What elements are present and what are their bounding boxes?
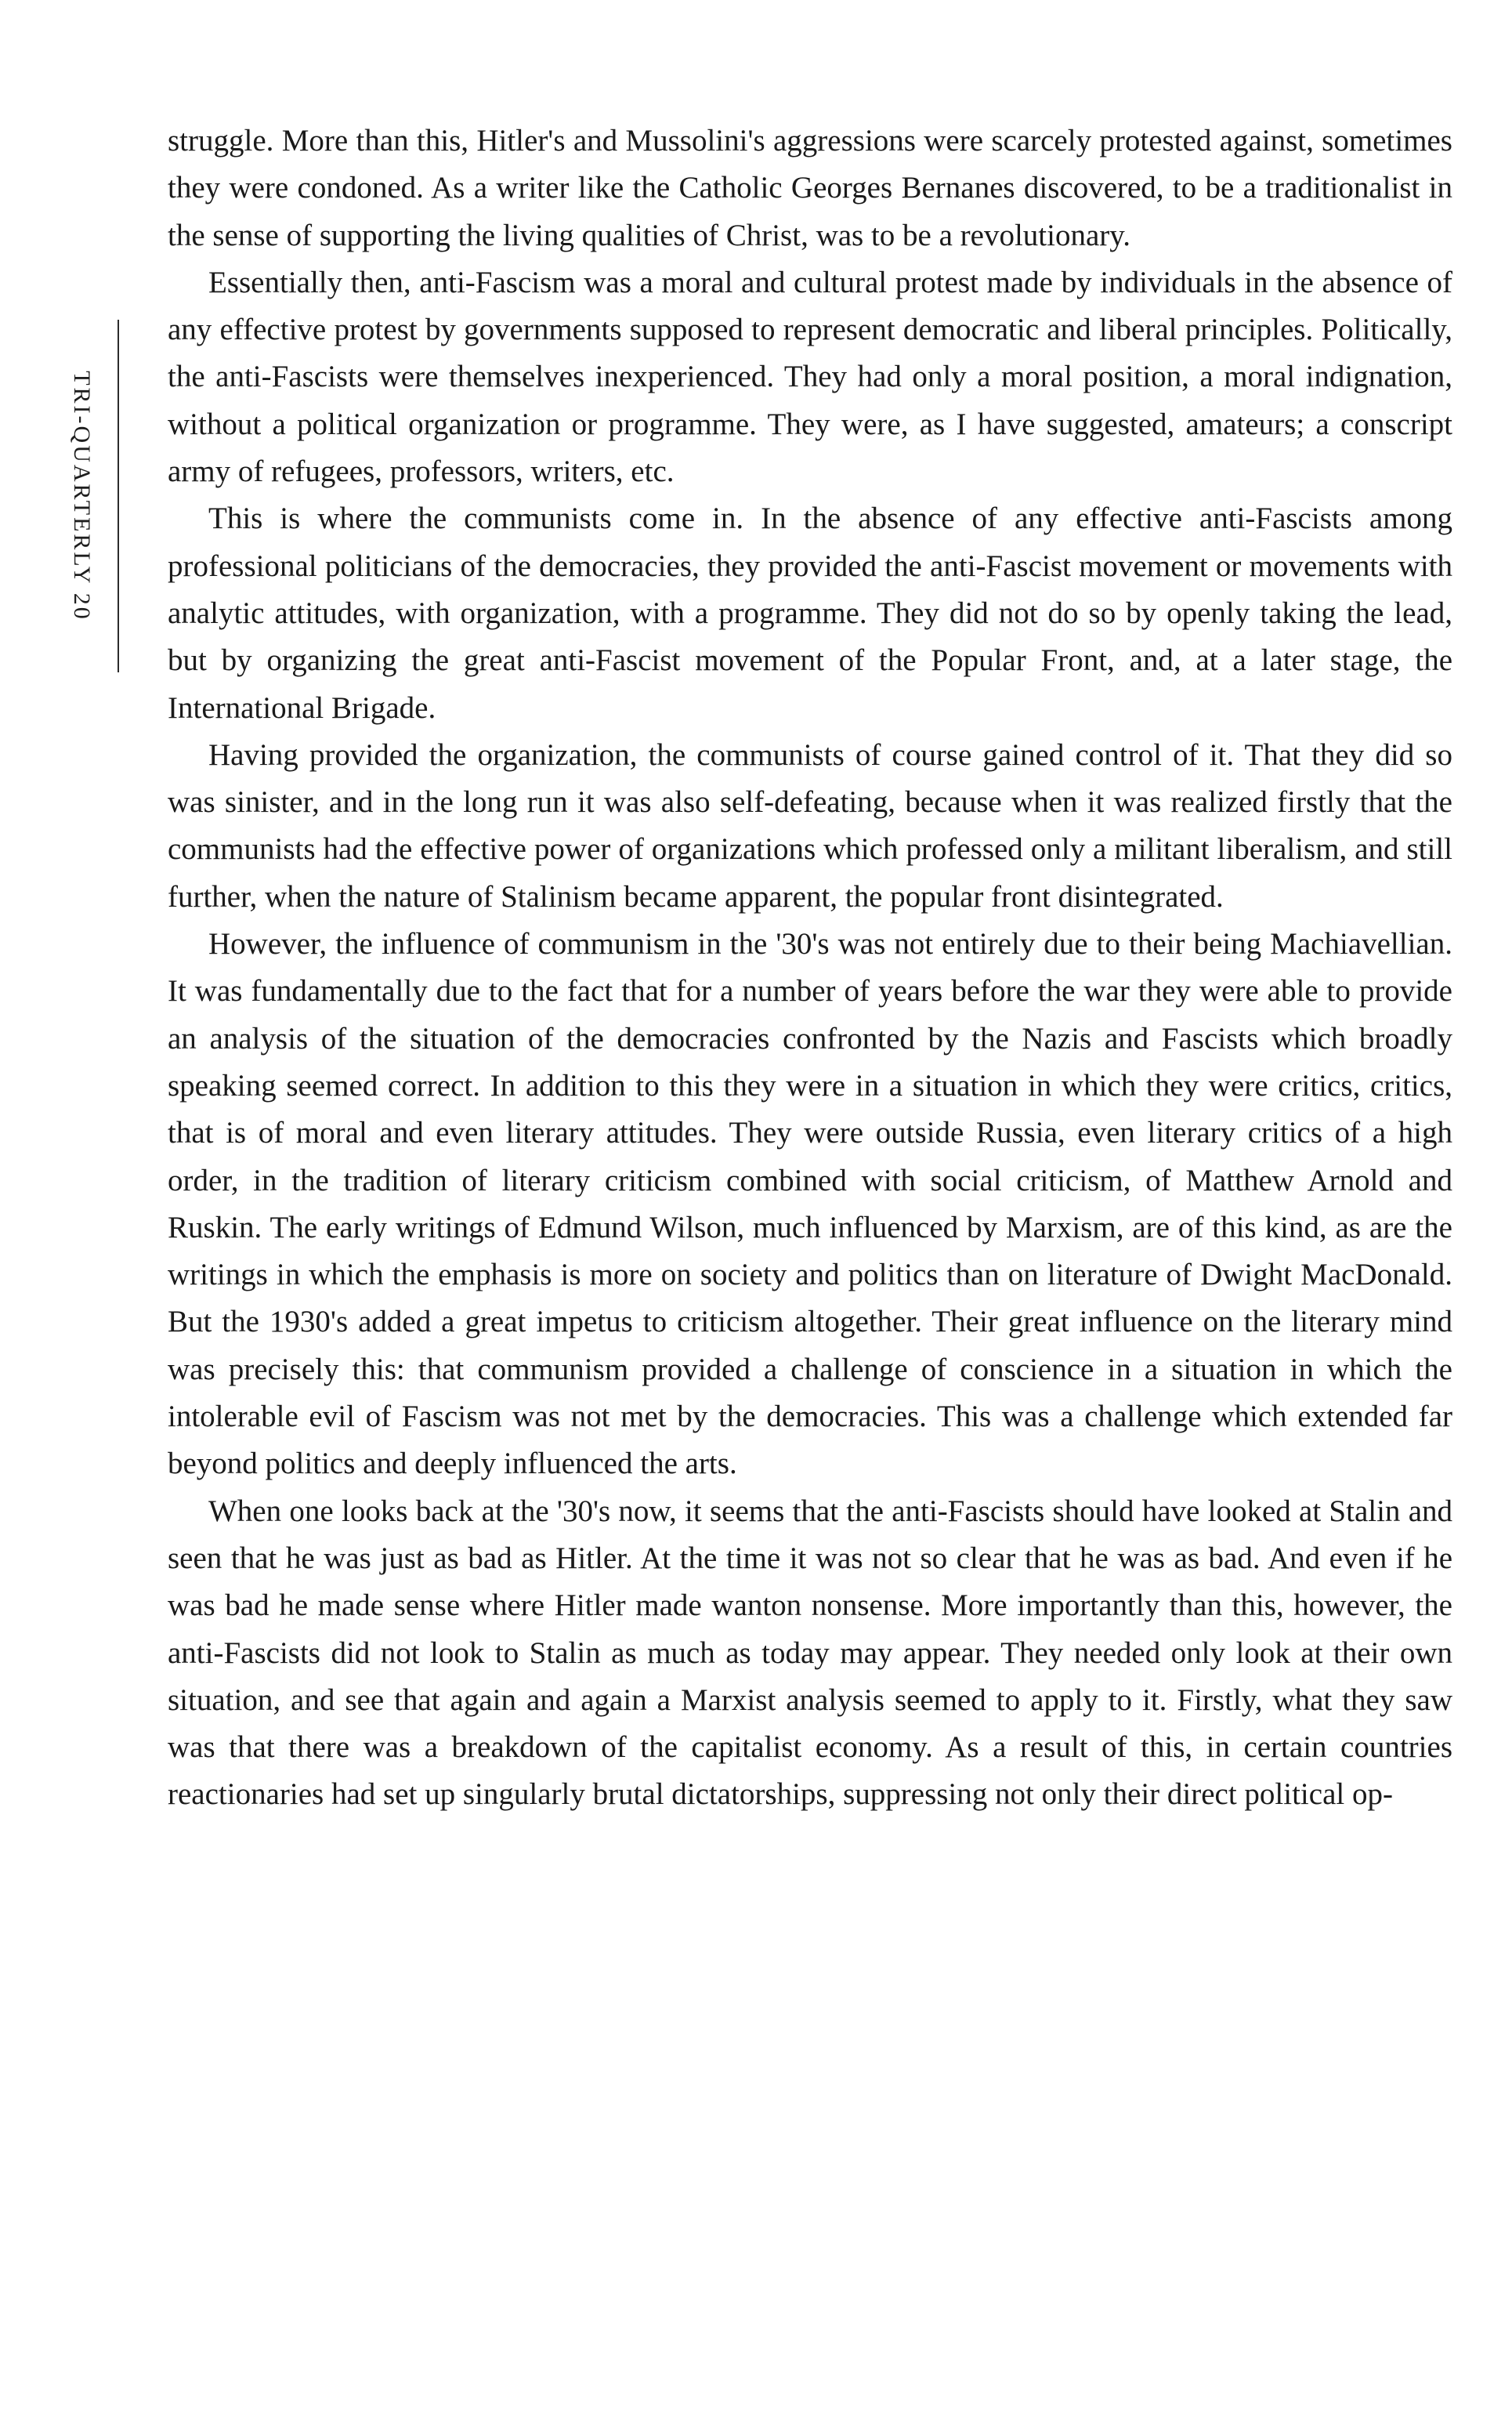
paragraph: However, the influence of communism in the '30's was not entirely due to their being Machiavellian. It was fundamentally due to the fact that for a number of years before the war they were able to provide an analysis of the situation of the democracies confronted by the Nazis and Fascists which broadly speaking seemed correct. In addition to this they were in a situation in which they were critics, critics, that is of moral and even literary attitudes. They were outside Russia, even literary critics of a high order, in the tradition of literary criticism combined with social criticism, of Matthew Arnold and Ruskin. The early writings of Edmund Wilson, much influenced by Marxism, are of this kind, as are the writings in which the emphasis is more on society and politics than on literature of Dwight MacDonald. But the 1930's added a great impetus to criticism altogether. Their great influence on the literary mind was precisely this: that communism provided a challenge of conscience in a situation in which the intolerable evil of Fascism was not met by the democracies. This was a challenge which extended far beyond politics and deeply influenced the arts. — [168, 927, 1452, 1481]
paragraph: Essentially then, anti-Fascism was a moral and cultural protest made by individuals in the absence of any effective protest by governments supposed to represent democratic and liberal principles. Politically, the anti-Fascists were themselves inexperienced. They had only a moral position, a moral indignation, without a political organization or programme. They were, as I have suggested, amateurs; a conscript army of refugees, professors, writers, etc. — [168, 265, 1452, 489]
paragraph: When one looks back at the '30's now, it seems that the anti-Fascists should have looked at Stalin and seen that he was just as bad as Hitler. At the time it was not so clear that he was as bad. And even if he was bad he made sense where Hitler made wanton nonsense. More importantly than this, however, the anti-Fascists did not look to Stalin as much as today may appear. They needed only look at their own situation, and see that again and again a Marxist analysis seemed to apply to it. Firstly, what they saw was that there was a breakdown of the capitalist economy. As a result of this, in certain countries reactionaries had set up singularly brutal dictatorships, suppressing not only their direct political op- — [168, 1494, 1452, 1812]
running-head — [68, 371, 95, 621]
paragraph-continued: struggle. More than this, Hitler's and Mussolini's aggressions were scarcely protested against, sometimes they were condoned. As a writer like the Catholic Georges Bernanes discovered, to be a traditionalist in the sense of supporting the living qualities of Christ, was to be a revolutionary. — [168, 124, 1452, 252]
running-head-rule — [118, 320, 119, 672]
paragraph: This is where the communists come in. In the absence of any effective anti-Fascists among professional politicians of the democracies, they provided the anti-Fascist movement or movements with analytic attitudes, with organization, with a programme. They did not do so by openly taking the lead, but by organizing the great anti-Fascist movement of the Popular Front, and, at a later stage, the International Brigade. — [168, 502, 1452, 725]
running-head-sidebar — [44, 320, 119, 672]
paragraph: Having provided the organization, the communists of course gained control of it. That they did so was sinister, and in the long run it was also self-defeating, because when it was realized firstly that the communists had the effective power of organizations which professed only a militant liberalism, and still further, when the nature of Stalinism became apparent, the popular front disintegrated. — [168, 737, 1452, 914]
page-number: 20 — [69, 592, 95, 621]
article-body — [168, 118, 1452, 1819]
journal-title: TRI-QUARTERLY — [69, 371, 95, 585]
